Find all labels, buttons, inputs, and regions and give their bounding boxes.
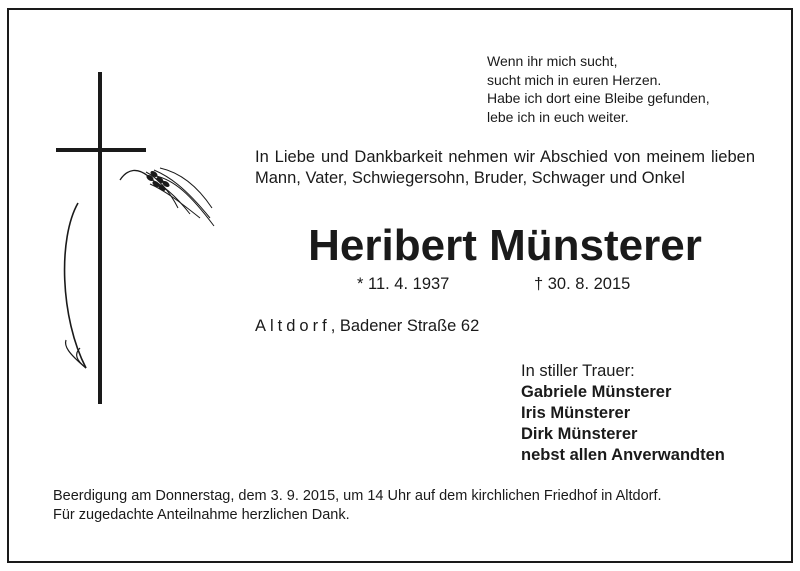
farewell-text: In Liebe und Dankbarkeit nehmen wir Abschied von meinem lieben Mann, Vater, Schwiegersohn, Bruder, Schwager und Onkel [255,148,755,187]
mourner-name: Gabriele Münsterer [521,383,672,401]
verse-line: Habe ich dort eine Bleibe gefunden, [487,90,710,106]
mourners-heading: In stiller Trauer: [521,362,635,380]
residence-street: , Badener Straße 62 [330,317,480,335]
memorial-verse [487,52,710,126]
deceased-name: Heribert Münsterer [308,221,702,270]
verse-line: lebe ich in euch weiter. [487,108,629,125]
verse-line: Wenn ihr mich sucht, [487,53,618,69]
cross-with-wheat-icon [50,68,220,408]
funeral-info [53,487,662,525]
residence-address [255,317,479,336]
mourners-block [521,361,725,466]
mourner-name: Dirk Münsterer [521,425,638,443]
death-date: † 30. 8. 2015 [534,275,631,293]
verse-line: sucht mich in euren Herzen. [487,71,662,88]
residence-place: Altdorf [255,317,331,335]
mourner-name: nebst allen Anverwandten [521,446,725,464]
funeral-thanks: Für zugedachte Anteilnahme herzlichen Dank. [53,507,350,523]
funeral-details: Beerdigung am Donnerstag, dem 3. 9. 2015, um 14 Uhr auf dem kirchlichen Friedhof in Altdorf. [53,488,662,504]
birth-date: * 11. 4. 1937 [357,275,450,293]
mourner-name: Iris Münsterer [521,404,631,422]
